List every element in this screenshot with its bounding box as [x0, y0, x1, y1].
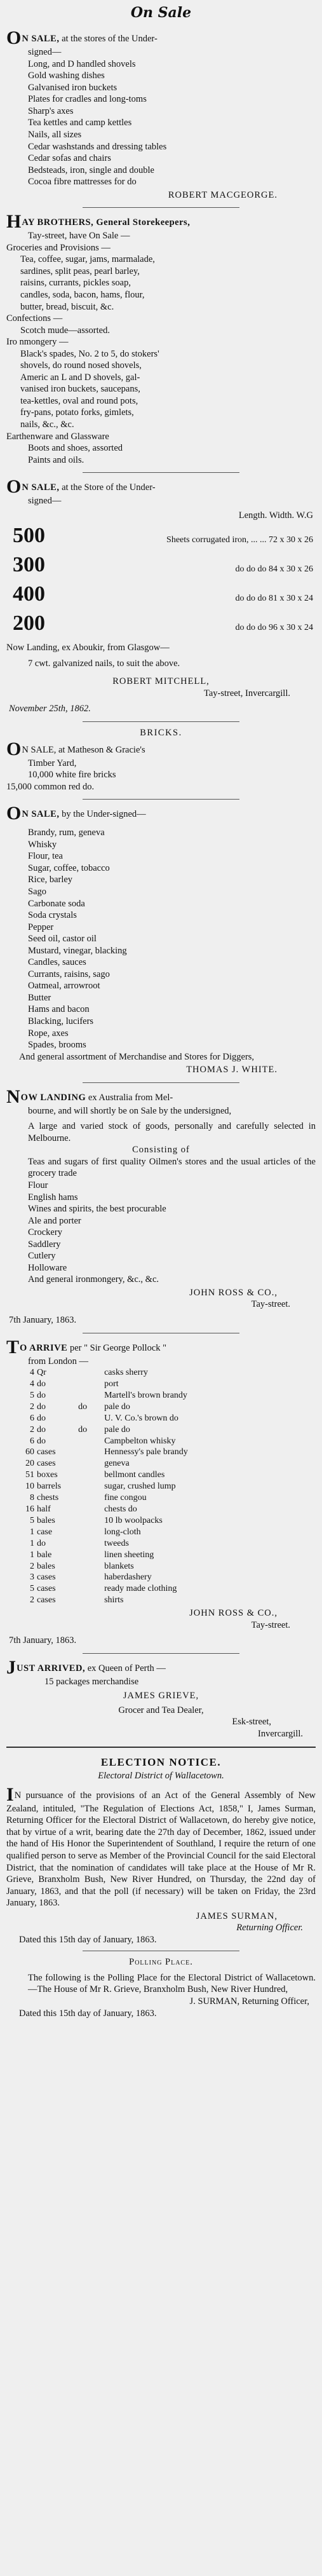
cargo-ditto: [62, 1504, 103, 1515]
cargo-unit: cases: [37, 1459, 56, 1469]
list-item: Crockery: [28, 1227, 62, 1238]
list-item: tea-kettles, oval and round pots,: [20, 395, 138, 406]
cargo-unit: do: [37, 1401, 46, 1412]
ad-address: Tay-street, Invercargill.: [203, 688, 290, 699]
cargo-table: [6, 1367, 316, 1606]
ad-grieve: JUST ARRIVED, ex Queen of Perth — 15 packages merchandise JAMES GRIEVE, Grocer and Tea Dealer, Esk-street, Invercargill.: [6, 1659, 316, 1740]
cargo-ditto: [62, 1458, 103, 1469]
cargo-qty: 20: [25, 1459, 34, 1469]
ad-signature: JOHN ROSS & CO.,: [189, 1287, 278, 1298]
table-row: [6, 1401, 316, 1413]
list-item: Saddlery: [28, 1239, 61, 1250]
drop-cap: N: [6, 1086, 20, 1107]
cargo-desc: U. V. Co.'s brown do: [104, 1413, 178, 1423]
ad-hay-brothers: HAY BROTHERS, General Storekeepers, Tay-street, have On Sale — Groceries and Provisions — Tea, coffee, sugar, jams, marmalade, sardines, split peas, pearl barley, raisins, currants, pickles soap, candles, soda, bacon, hams, flour, butter, bread, biscuit, &c. Confections — Scotch mude—assorted. Iro nmongery — Black's spades, No. 2 to 5, do stokers' shovels, do round nosed shovels, Americ an L and D shovels, gal- vanised iron buckets, saucepans, tea-kettles, oval and round pots, fry-pans, potato forks, gimlets, nails, &c., &c. Earthenware and Glassware Boots and shoes, assorted Paints and oils.: [6, 213, 316, 466]
quantity-row: 500 Sheets corrugated iron, ... ... 72 x 30 x 26: [6, 525, 316, 547]
quantity: 200: [13, 611, 45, 636]
cargo-qty: 3: [30, 1572, 34, 1583]
cargo-qty: 4: [30, 1368, 34, 1378]
table-row: [6, 1413, 316, 1424]
list-item: Cedar sofas and chairs: [28, 153, 111, 164]
section-label: Earthenware and Glassware: [6, 431, 109, 442]
list-item: Rice, barley: [28, 875, 73, 885]
cargo-unit: boxes: [37, 1470, 58, 1480]
cargo-desc: fine congou: [104, 1493, 147, 1503]
divider: [6, 1747, 316, 1748]
quantity: 500: [13, 524, 45, 548]
table-row: [6, 1481, 316, 1492]
cargo-unit: half: [37, 1504, 51, 1514]
list-item: Rope, axes: [28, 1028, 69, 1039]
ad-date: 7th January, 1863.: [9, 1635, 77, 1646]
cargo-desc: 10 lb woolpacks: [104, 1515, 163, 1525]
cargo-qty: 8: [30, 1493, 34, 1503]
section-label: Groceries and Provisions —: [6, 242, 111, 253]
ad-signature: ROBERT MACGEORGE.: [168, 189, 278, 200]
table-row: [6, 1390, 316, 1401]
divider: [83, 1082, 239, 1083]
cargo-desc: Campbelton whisky: [104, 1436, 176, 1446]
divider: [83, 207, 239, 208]
section-heading: On Sale: [130, 4, 192, 21]
list-item: Cedar washstands and dressing tables: [28, 141, 167, 152]
divider: [83, 799, 239, 800]
cargo-qty: 16: [25, 1504, 34, 1514]
cargo-unit: do: [37, 1379, 46, 1389]
list-item: English hams: [28, 1192, 78, 1203]
list-item: Galvanised iron buckets: [28, 82, 117, 93]
cargo-desc: geneva: [104, 1459, 130, 1469]
notice-subtitle: Electoral District of Wallacetown.: [98, 1771, 224, 1782]
list-item: Cocoa fibre mattresses for do: [28, 177, 137, 187]
drop-cap: T: [6, 1336, 20, 1358]
cargo-ditto: [62, 1436, 103, 1447]
table-row: [6, 1583, 316, 1595]
list-item: shovels, do round nosed shovels,: [20, 360, 142, 371]
drop-cap: O: [6, 738, 22, 760]
list-item: Oatmeal, arrowroot: [28, 981, 100, 992]
cargo-desc: pale do: [104, 1424, 130, 1435]
list-item: Cutlery: [28, 1251, 56, 1262]
ad-lead: ON SALE, at the stores of the Under-: [6, 27, 158, 49]
list-item: Flour: [28, 1180, 48, 1190]
list-item: Gold washing dishes: [28, 71, 105, 81]
cargo-ditto: [62, 1390, 103, 1401]
list-item: Carbonate soda: [28, 898, 85, 909]
cargo-unit: cases: [37, 1595, 56, 1605]
table-row: [6, 1367, 316, 1379]
quantity-row: 200 do do do 96 x 30 x 24: [6, 613, 316, 634]
list-item: candles, soda, bacon, hams, flour,: [20, 290, 145, 300]
poll-signature: J. SURMAN, Returning Officer,: [189, 1996, 309, 2007]
table-row: [6, 1550, 316, 1561]
ad-mitchell: ON SALE, at the Store of the Under- signed— Length. Width. W.G 500 Sheets corrugated iron, ... ... 72 x 30 x 26 300 do do do 84 x 30 x 26 400 do do do 81 x 30 x 24 200 do do do 96 x 30 x 24 Now Landing, ex Aboukir, from Glasgow— 7 cwt. galvanized nails, to suit the above. ROBERT MITCHELL, Tay-street, Invercargill. November 25th, 1862.: [6, 478, 316, 715]
quantity-row: 300 do do do 84 x 30 x 26: [6, 554, 316, 576]
ad-address: Tay-street.: [251, 1299, 290, 1310]
cargo-qty: 10: [25, 1482, 34, 1492]
quantity-row: 400 do do do 81 x 30 x 24: [6, 583, 316, 605]
list-item: nails, &c., &c.: [20, 419, 74, 430]
drop-cap: I: [6, 1783, 14, 1805]
section-label: Boots and shoes, assorted: [28, 443, 123, 454]
list-item: sardines, split peas, pearl barley,: [20, 266, 140, 276]
cargo-unit: do: [37, 1424, 46, 1435]
cargo-ditto: do: [78, 1424, 88, 1435]
drop-cap: H: [6, 211, 22, 233]
divider: [83, 1653, 239, 1654]
cargo-desc: long-cloth: [104, 1527, 141, 1537]
cargo-desc: ready made clothing: [104, 1584, 177, 1594]
section-label: Confections —: [6, 313, 63, 324]
cargo-qty: 6: [30, 1436, 34, 1446]
table-row: [6, 1436, 316, 1447]
list-item: Tea, coffee, sugar, jams, marmalade,: [20, 254, 155, 265]
poll-title: Polling Place.: [129, 1957, 193, 1968]
cargo-desc: bellmont candles: [104, 1470, 165, 1480]
table-row: [6, 1447, 316, 1458]
list-item: vanised iron buckets, saucepans,: [20, 384, 140, 395]
cargo-qty: 1: [30, 1550, 34, 1560]
list-item: Holloware: [28, 1262, 67, 1273]
list-item: Americ an L and D shovels, gal-: [20, 372, 140, 383]
quantity: 400: [13, 582, 45, 606]
table-row: [6, 1527, 316, 1538]
notice-signature: JAMES SURMAN,: [196, 1911, 278, 1921]
cargo-desc: chests do: [104, 1504, 137, 1514]
section-label: Paints and oils.: [28, 454, 84, 465]
ad-ross-landing: NOW LANDING ex Australia from Mel- bourne, and will shortly be on Sale by the undersigned, A large and varied stock of goods, personally and carefully selected in Melbourne. Consisting of Teas and sugars of first quality Oilmen's stores and the usual articles of the grocery trade Flour English hams Wines and spirits, the best procurable Ale and porter Crockery Saddlery Cutlery Holloware And general ironmongery, &c., &c. JOHN ROSS & CO., Tay-street. 7th January, 1863.: [6, 1086, 316, 1325]
table-row: [6, 1504, 316, 1515]
cargo-ditto: [62, 1492, 103, 1504]
cargo-ditto: [62, 1447, 103, 1458]
drop-cap: J: [6, 1656, 16, 1678]
list-item: Seed oil, castor oil: [28, 934, 97, 944]
cargo-desc: Hennessy's pale brandy: [104, 1447, 188, 1457]
notice-date: Dated this 15th day of January, 1863.: [19, 1934, 157, 1945]
list-item: Ale and porter: [28, 1215, 81, 1226]
cargo-desc: casks sherry: [104, 1368, 148, 1378]
list-item: Hams and bacon: [28, 1004, 90, 1015]
table-row: [6, 1538, 316, 1550]
list-item: Pepper: [28, 922, 54, 932]
cargo-unit: Qr: [37, 1368, 46, 1378]
cargo-unit: bales: [37, 1515, 55, 1525]
cargo-unit: do: [37, 1413, 46, 1423]
list-item: Butter: [28, 992, 51, 1003]
divider: [83, 721, 239, 722]
table-row: [6, 1515, 316, 1527]
divider: [83, 472, 239, 473]
ad-date: 7th January, 1863.: [9, 1315, 77, 1325]
cargo-desc: haberdashery: [104, 1572, 152, 1583]
cargo-unit: cases: [37, 1447, 56, 1457]
cargo-desc: blankets: [104, 1561, 134, 1571]
cargo-qty: 2: [30, 1595, 34, 1605]
table-row: [6, 1424, 316, 1436]
drop-cap: O: [6, 27, 22, 49]
list-item: butter, bread, biscuit, &c.: [20, 301, 114, 312]
list-item: Sharp's axes: [28, 106, 74, 116]
cargo-unit: bales: [37, 1561, 55, 1571]
item-list: [6, 58, 316, 188]
list-item: Nails, all sizes: [28, 129, 82, 140]
election-notice: ELECTION NOTICE. Electoral District of Wallacetown. IN pursuance of the provisions of an Act of the General Assembly of New Zealand, intituled, "The Regulation of Elections Act, 1858," I, James Surman, Returning Officer for the Electoral District of Wallacetown, do hereby give notice, that by virtue of a writ, bearing date the 27th day of December, 1862, issued under the hand of His Honor the Superintendent of Southland, I require the return of one qualified person to serve as Member of the Provincial Council for the said Electoral District, that the nomination of candidates will take place at the House of Mr R. Grieve, Branxholm Bush, New River Hundred, on Thursday, the 22nd day of January, 1863, and that the poll (if necessary) will be taken on Friday, the 23rd January, 1863. JAMES SURMAN, Returning Officer. Dated this 15th day of January, 1863. Polling Place. The following is the Polling Place for the Electoral District of Wallacetown.—The House of Mr R. Grieve, Branxholm Bush, New River Hundred, J. SURMAN, Returning Officer, Dated this 15th day of January, 1863.: [6, 1755, 316, 2019]
list-item: Brandy, rum, geneva: [28, 828, 105, 838]
section-label: Iro nmongery —: [6, 337, 69, 348]
cargo-qty: 5: [30, 1584, 34, 1594]
cargo-desc: Martell's brown brandy: [104, 1390, 187, 1400]
cargo-desc: linen sheeting: [104, 1550, 154, 1560]
cargo-unit: bale: [37, 1550, 52, 1560]
list-item: Currants, raisins, sago: [28, 969, 110, 979]
cargo-ditto: [62, 1413, 103, 1424]
ad-date: November 25th, 1862.: [9, 704, 91, 714]
cargo-qty: 1: [30, 1527, 34, 1537]
cargo-qty: 2: [30, 1401, 34, 1412]
table-row: [6, 1379, 316, 1390]
cargo-desc: pale do: [104, 1401, 130, 1412]
table-row: [6, 1561, 316, 1572]
cargo-ditto: [62, 1469, 103, 1481]
cargo-desc: sugar, crushed lump: [104, 1482, 176, 1492]
list-item: Candles, sauces: [28, 957, 86, 968]
cargo-unit: cases: [37, 1584, 56, 1594]
list-item: Wines and spirits, the best procurable: [28, 1204, 166, 1215]
ad-signature: ROBERT MITCHELL,: [112, 676, 210, 687]
list-item: Long, and D handled shovels: [28, 58, 136, 69]
column-header: Length. Width. W.G: [238, 510, 313, 521]
cargo-desc: shirts: [104, 1595, 124, 1605]
cargo-ditto: [62, 1527, 103, 1538]
cargo-ditto: [62, 1583, 103, 1595]
cargo-qty: 51: [25, 1470, 34, 1480]
list-item: Whisky: [28, 839, 57, 850]
cargo-desc: port: [104, 1379, 119, 1389]
list-item: fry-pans, potato forks, gimlets,: [20, 407, 134, 418]
cargo-qty: 2: [30, 1561, 34, 1571]
cargo-qty: 5: [30, 1515, 34, 1525]
ad-address: Tay-street.: [251, 1619, 290, 1630]
table-row: [6, 1572, 316, 1583]
table-row: [6, 1492, 316, 1504]
cargo-qty: 60: [25, 1447, 34, 1457]
cargo-desc: tweeds: [104, 1538, 129, 1548]
list-item: Scotch mude—assorted.: [20, 325, 110, 336]
list-item: raisins, currants, pickles soap,: [20, 278, 131, 289]
cargo-ditto: [62, 1561, 103, 1572]
drop-cap: O: [6, 476, 22, 498]
cargo-ditto: [62, 1572, 103, 1583]
cargo-ditto: [62, 1367, 103, 1379]
cargo-ditto: [62, 1379, 103, 1390]
list-item: Blacking, lucifers: [28, 1016, 94, 1026]
ad-macgeorge: ON SALE, at the stores of the Under- signed— Long, and D handled shovels Gold washing dishes Galvanised iron buckets Plates for cradles and long-toms Sharp's axes Tea kettles and camp kettles Nails, all sizes Cedar washstands and dressing tables Cedar sofas and chairs Bedsteads, iron, single and double Cocoa fibre mattresses for do ROBERT MACGEORGE.: [6, 29, 316, 201]
cargo-qty: 2: [30, 1424, 34, 1435]
table-row: [6, 1458, 316, 1469]
cargo-ditto: [62, 1538, 103, 1550]
list-item: Plates for cradles and long-toms: [28, 94, 147, 105]
cargo-unit: chests: [37, 1493, 59, 1503]
list-item: Sugar, coffee, tobacco: [28, 862, 110, 873]
cargo-unit: do: [37, 1436, 46, 1446]
ad-header: BRICKS.: [140, 728, 182, 739]
cargo-unit: case: [37, 1527, 53, 1537]
cargo-qty: 1: [30, 1538, 34, 1548]
list-item: Black's spades, No. 2 to 5, do stokers': [20, 348, 159, 359]
ad-signature: JOHN ROSS & CO.,: [189, 1608, 278, 1619]
list-item: Soda crystals: [28, 910, 77, 921]
list-item: Bedsteads, iron, single and double: [28, 165, 154, 175]
ad-white: ON SALE, by the Under-signed— Brandy, rum, geneva Whisky Flour, tea Sugar, coffee, tobacco Rice, barley Sago Carbonate soda Soda crystals Pepper Seed oil, castor oil Mustard, vinegar, blacking Candles, sauces Currants, raisins, sago Oatmeal, arrowroot Butter Hams and bacon Blacking, lucifers Rope, axes Spades, brooms And general assortment of Merchandise and Stores for Diggers, THOMAS J. WHITE.: [6, 805, 316, 1075]
ad-signature: JAMES GRIEVE,: [123, 1691, 199, 1701]
table-row: [6, 1469, 316, 1481]
drop-cap: O: [6, 803, 22, 824]
cargo-qty: 6: [30, 1413, 34, 1423]
cargo-qty: 4: [30, 1379, 34, 1389]
ad-signature: THOMAS J. WHITE.: [186, 1065, 278, 1075]
notice-title: ELECTION NOTICE.: [100, 1755, 222, 1768]
list-item: Mustard, vinegar, blacking: [28, 945, 127, 956]
list-item: Sago: [28, 886, 46, 897]
cargo-unit: cases: [37, 1572, 56, 1583]
table-row: [6, 1595, 316, 1606]
cargo-ditto: [62, 1515, 103, 1527]
cargo-ditto: do: [78, 1401, 88, 1412]
cargo-unit: do: [37, 1390, 46, 1400]
cargo-ditto: [62, 1550, 103, 1561]
poll-date: Dated this 15th day of January, 1863.: [19, 2008, 157, 2019]
ad-bricks: BRICKS. ON SALE, at Matheson & Gracie's Timber Yard, 10,000 white fire bricks 15,000 common red do.: [6, 727, 316, 793]
cargo-unit: barrels: [37, 1482, 62, 1492]
cargo-unit: do: [37, 1538, 46, 1548]
ad-ross-arrive: TO ARRIVE per " Sir George Pollock " from London — 4 Qr casks sherry 4 do port 5 do Martell's brown brandy 2 do do pale do 6 do U. V. Co.'s brown do 2 do do pale do 6 do Campbelton whisky 60 cases Hennessy's pale brandy 20 cases geneva 51 boxes bellmont candles 10 barrels sugar, crushed lump 8 chests fine congou 16 half chests do 5 bales 10 lb woolpacks 1 case long-cloth 1 do tweeds 1 bale linen sheeting 2 bales blankets 3 cases haberdashery 5 cases ready made clothing 2 cases shirts JOHN ROSS & CO., Tay-street. 7th January, 1863.: [6, 1339, 316, 1647]
quantity: 300: [13, 553, 45, 577]
list-item: Spades, brooms: [28, 1040, 86, 1051]
list-item: Flour, tea: [28, 851, 63, 862]
list-item: Tea kettles and camp kettles: [28, 118, 132, 128]
cargo-ditto: [62, 1595, 103, 1606]
cargo-ditto: [62, 1481, 103, 1492]
cargo-qty: 5: [30, 1390, 34, 1400]
